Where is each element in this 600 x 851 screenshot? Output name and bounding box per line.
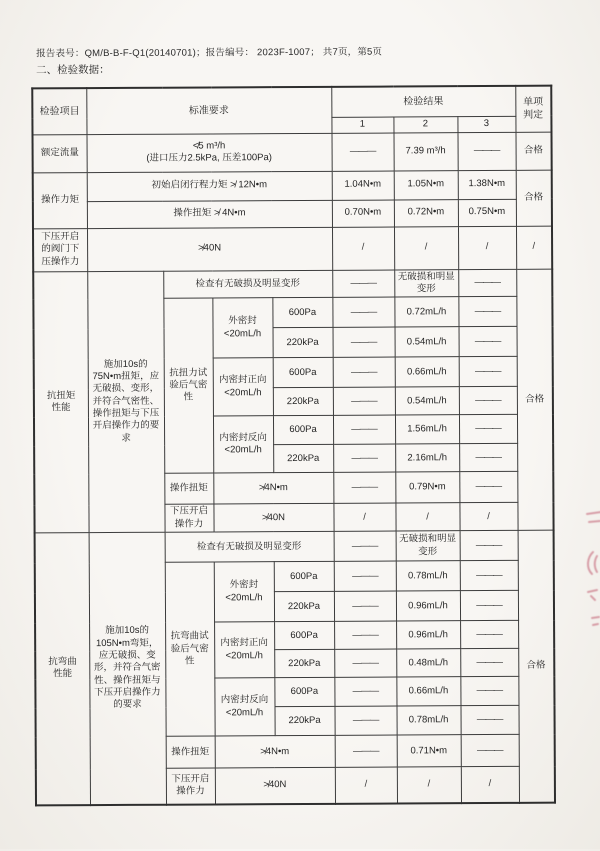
result-cell: ——— [333,327,395,357]
judge-cell: 合格 [518,530,555,802]
result-cell: ——— [335,706,397,735]
result-cell: 0.78mL/h [396,561,460,591]
result-cell: 1.56mL/h [395,415,459,444]
section-description-cell: 施加10s的105N•m弯矩，应无破损、变形，并符合气密性、操作扭矩与下压开启操作力的要求 [89,532,166,804]
result-cell: / [395,503,459,531]
result-cell: ——— [460,531,518,561]
pressure-cell: 600Pa [273,358,333,388]
standard-line: ≮5 m³/h [192,140,226,152]
result-cell: ——— [460,706,518,735]
result-cell: ——— [460,677,518,706]
section-name-cell: 抗扭矩性能 [33,271,88,533]
standard-cell: 操作扭矩 ≯ 4N•m [87,200,332,228]
standard-cell: ≯40N [87,227,332,271]
result-cell: ——— [460,591,518,621]
result-cell: ——— [459,357,517,387]
result-cell: / [333,503,395,531]
standard-cell: ≯4N•m [215,736,335,769]
pressure-cell: 600Pa [274,622,334,650]
result-cell: 0.72mL/h [394,297,458,327]
result-cell: ——— [459,387,517,415]
result-cell: / [394,226,458,269]
pressure-cell: 600Pa [274,678,334,707]
check-label-cell: 检查有无破损及明显变形 [165,532,334,563]
check-label-cell: 检查有无破损及明显变形 [163,270,332,299]
row-label-cell: 操作扭矩 [164,473,213,504]
standard-cell: ≯40N [215,768,335,805]
result-cell: / [461,767,519,803]
header-result-col-3: 3 [457,116,515,132]
result-cell: ——— [334,621,396,649]
result-cell: 0.54mL/h [395,327,459,357]
result-cell: 0.66mL/h [395,357,459,387]
standard-cell [87,133,332,172]
result-cell: 0.78mL/h [396,706,460,735]
judge-cell: 合格 [516,269,553,531]
result-cell: / [332,227,394,270]
result-cell: 0.79N•m [395,472,459,503]
result-cell: 0.70N•m [332,200,394,227]
result-cell: ——— [334,591,396,621]
section-description-cell: 施加10s的 75N•m扭矩，应无破损、变形，并符合气密性、操作扭矩与下压开启操作力的要求 [87,271,164,533]
standard-cell: ≯40N [213,504,333,533]
result-cell: 0.71N•m [397,735,461,767]
report-header-line: 报告表号：QM/B-B-F-Q1(20140701)；报告编号： 2023F-1007； 共7页，第5页 [36,46,383,60]
row-label-cell: 下压开启操作力 [166,768,215,804]
result-cell: ——— [334,677,396,706]
seal-label-cell: 内密封反向 <20mL/h [213,416,273,473]
pressure-cell: 600Pa [272,298,332,328]
result-cell: ——— [459,327,517,357]
result-cell: 1.05N•m [394,170,458,199]
header-result: 检验结果 [331,86,515,117]
item-cell: 下压开启的阀门下压操作力 [33,228,87,271]
pressure-cell: 220kPa [274,650,334,678]
result-cell: 0.54mL/h [395,387,459,415]
result-cell: ——— [459,444,517,472]
result-cell: ——— [461,735,519,767]
header-standard: 标准要求 [86,87,331,134]
row-label-cell: 操作扭矩 [166,736,215,768]
result-cell: 7.39 m³/h [393,132,457,170]
pressure-cell: 220kPa [273,328,333,358]
pressure-cell: 220kPa [274,592,334,622]
result-cell: ——— [333,415,395,444]
result-cell: / [459,503,517,531]
item-cell: 额定流量 [33,134,87,172]
result-cell: ——— [458,297,516,327]
pressure-cell: 220kPa [273,445,333,473]
seal-label-cell: 外密封 <20mL/h [212,298,272,358]
result-cell: ——— [333,387,395,415]
pressure-cell: 220kPa [273,388,333,416]
seal-label-cell: 内密封正向 <20mL/h [214,622,274,678]
row-label-cell: 下压开启操作力 [164,504,213,532]
standard-cell: 初始启闭行程力矩 ≯ 12N•m [87,171,332,201]
result-cell: 2.16mL/h [395,444,459,472]
seal-label-cell: 内密封反向 <20mL/h [214,678,274,736]
result-cell: ——— [332,297,394,327]
result-cell: 0.66mL/h [396,677,460,706]
result-cell: ——— [333,472,395,503]
section-heading: 二、检验数据： [36,63,110,77]
result-cell: ——— [335,735,397,767]
result-cell: ——— [459,472,517,503]
judge-cell: / [516,226,552,269]
header-result-col-1: 1 [331,117,393,133]
header-result-col-2: 2 [393,116,457,132]
result-cell: ——— [334,531,396,561]
item-cell: 操作力矩 [33,172,87,228]
result-cell: 无破损和明显变形 [396,531,460,561]
header-judge: 单项判定 [515,86,551,132]
standard-cell: ≯4N•m [213,473,333,505]
pressure-cell: 220kPa [275,707,335,736]
result-cell: 1.04N•m [332,171,394,200]
result-cell: ——— [460,649,518,677]
seal-group-cell: 抗弯曲试验后气密性 [165,562,215,736]
result-cell: ——— [460,621,518,649]
result-cell: 0.48mL/h [396,649,460,677]
result-cell: ——— [458,269,516,297]
seal-group-cell: 抗扭力试验后气密性 [163,298,213,473]
result-cell: ——— [334,649,396,677]
judge-cell: 合格 [515,132,551,170]
pressure-cell: 600Pa [273,416,333,445]
section-name-cell: 抗弯曲性能 [35,533,90,805]
red-seal-fragment [573,506,600,641]
result-cell: ——— [333,357,395,387]
result-cell: ——— [332,270,394,298]
standard-line: (进口压力2.5kPa, 压差100Pa) [146,152,272,164]
result-cell: 无破损和明显变形 [394,269,458,297]
seal-label-cell: 外密封 <20mL/h [214,562,274,622]
result-cell: / [458,226,516,269]
result-cell: ——— [333,444,395,472]
result-cell: ——— [460,561,518,591]
result-cell: ——— [331,133,393,171]
result-cell: 0.75N•m [458,199,516,226]
seal-label-cell: 内密封正向 <20mL/h [213,358,273,416]
result-cell: ——— [457,132,515,170]
judge-cell: 合格 [516,170,552,226]
result-cell: / [397,767,461,803]
result-cell: 0.96mL/h [396,621,460,649]
header-item: 检验项目 [32,88,86,134]
inspection-data-table [31,85,556,806]
result-cell: 0.72N•m [394,199,458,226]
result-cell: 0.96mL/h [396,591,460,621]
result-cell: ——— [334,561,396,591]
result-cell: ——— [459,415,517,444]
result-cell: / [335,767,397,803]
pressure-cell: 600Pa [274,562,334,592]
result-cell: 1.38N•m [458,170,516,199]
